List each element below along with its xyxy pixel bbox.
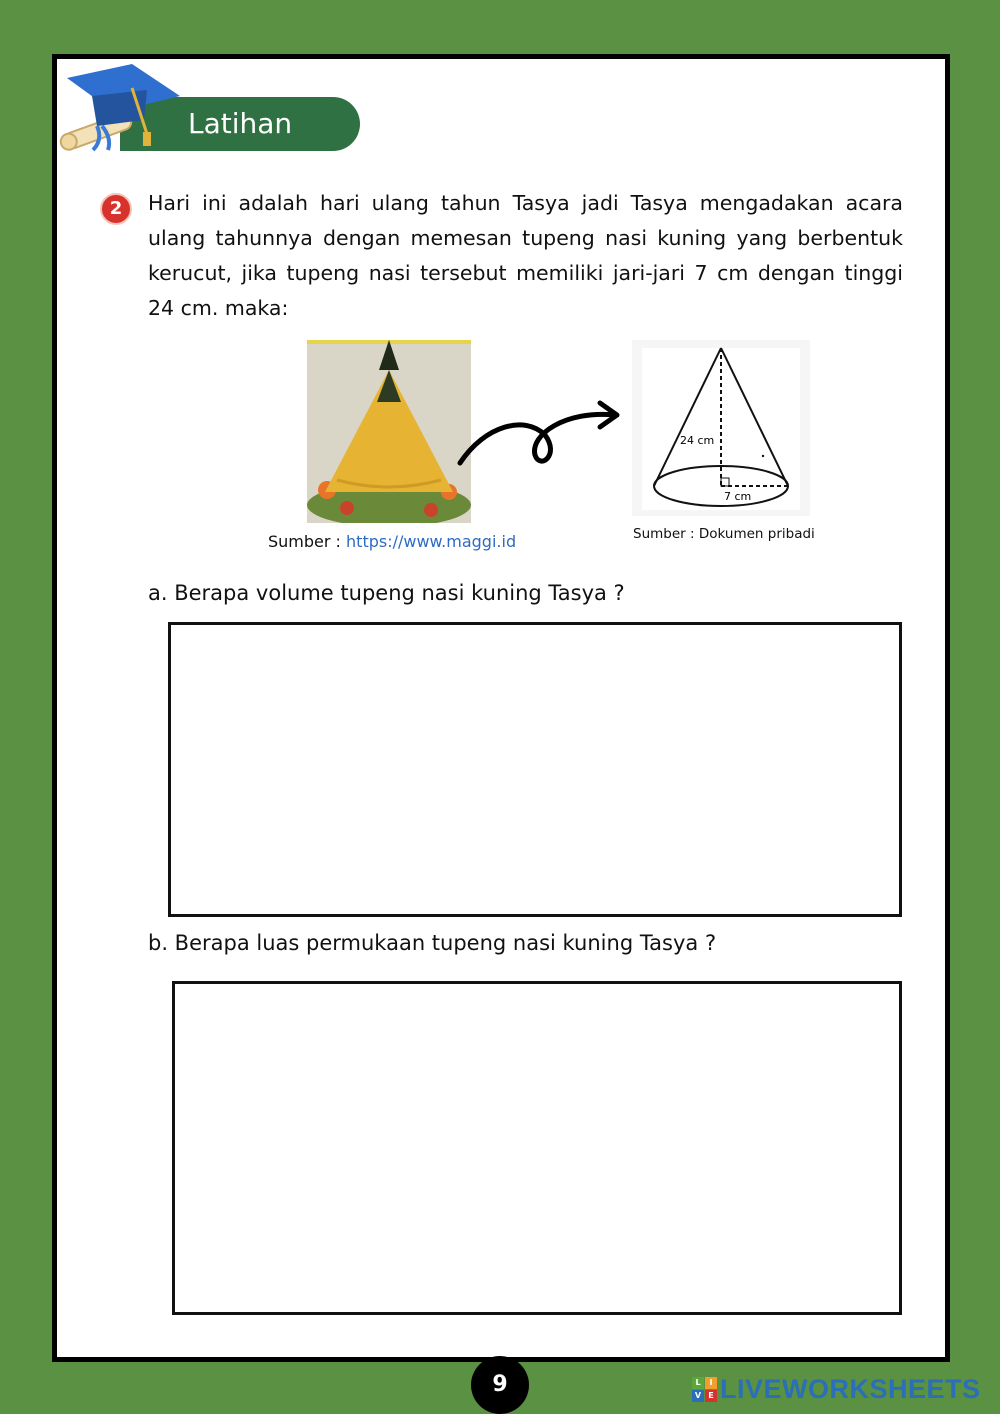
graduation-cap-icon bbox=[52, 56, 182, 156]
question-number-badge: 2 bbox=[100, 193, 132, 225]
arrow-icon bbox=[455, 395, 625, 475]
tumpeng-photo bbox=[307, 340, 471, 523]
photo-caption-prefix: Sumber : bbox=[268, 532, 347, 551]
answer-box-b[interactable] bbox=[172, 981, 902, 1315]
logo-squares-icon: L I V E bbox=[692, 1377, 717, 1402]
cone-radius-label: 7 cm bbox=[724, 490, 752, 503]
diagram-caption: Sumber : Dokumen pribadi bbox=[633, 526, 815, 542]
cone-diagram bbox=[632, 340, 810, 516]
cone-height-label: 24 cm bbox=[680, 434, 715, 447]
page-number: 9 bbox=[471, 1356, 529, 1414]
question-text: Hari ini adalah hari ulang tahun Tasya jadi Tasya mengadakan acara ulang tahunnya dengan memesan tupeng nasi kuning yang berbentuk kerucut, jika tupeng nasi tersebut memiliki jari-jari 7 cm dengan tinggi 24 cm. maka: bbox=[148, 191, 903, 320]
header-title: Latihan bbox=[188, 107, 293, 140]
question-a: a. Berapa volume tupeng nasi kuning Tasya ? bbox=[148, 581, 625, 605]
answer-box-a[interactable] bbox=[168, 622, 902, 917]
liveworksheets-logo[interactable] bbox=[692, 1374, 981, 1404]
question-b: b. Berapa luas permukaan tupeng nasi kuning Tasya ? bbox=[148, 931, 717, 955]
source-link[interactable]: https://www.maggi.id bbox=[346, 532, 517, 551]
photo-caption bbox=[268, 531, 516, 553]
brand-text: LIVEWORKSHEETS bbox=[720, 1373, 981, 1404]
